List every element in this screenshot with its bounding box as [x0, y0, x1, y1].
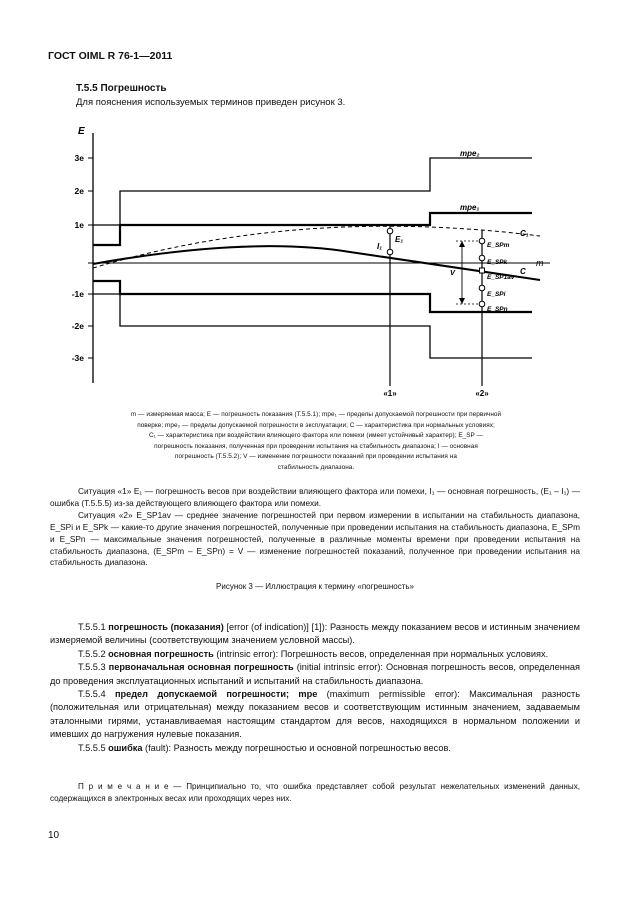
legend-line: погрешность (Т.5.5.2); V — изменение погрешности показаний при проведении испытания на — [175, 453, 457, 460]
situations-text — [50, 486, 580, 569]
term-item: Т.5.5.1 погрешность (показания) [error (of indication)] [1]): Разность между показанием весов и истинным значением измеряемой величины (соответствующим значением условной массы). — [50, 622, 580, 646]
tick-label: -3e — [71, 353, 84, 363]
mpe1-lower-line — [93, 281, 532, 312]
legend-line: C₁ — характеристика при воздействии влияющего фактора или помехи (имеет устойчивый характер); E_SP — — [148, 432, 484, 439]
mpe1-upper-line — [93, 213, 532, 245]
esp-n-point — [479, 301, 485, 307]
esp-k-point — [479, 255, 485, 261]
mpe1-label: mpe₁ — [460, 203, 480, 212]
term-item: Т.5.5.5 ошибка (fault): Разность между погрешностью и основной погрешностью весов. — [78, 742, 451, 753]
esp-k-label: E_SPk — [487, 259, 508, 266]
i1-point — [387, 249, 393, 255]
tick-label: -1e — [71, 289, 84, 299]
esp-n-label: E_SPn — [487, 306, 508, 313]
esp-m-point — [479, 238, 485, 244]
section-title: Т.5.5 Погрешность — [76, 83, 167, 94]
tick-label: 2e — [74, 186, 84, 196]
i1-label: I₁ — [377, 242, 383, 251]
situation-1: Ситуация «1» E₁ — погрешность весов при воздействии влияющего фактора или помехи, I₁ — основная погрешность, (E₁ – I₁) — ошибка (Т.5.5.5) из-за действующего влияющего фактора или помехи. — [50, 486, 580, 508]
e-axis-label: E — [78, 126, 85, 137]
legend-line: стабильность диапазона. — [277, 463, 355, 471]
figure-legend — [52, 410, 580, 473]
page-number: 10 — [48, 830, 60, 841]
esp-i-point — [479, 285, 485, 291]
terms-list — [50, 621, 580, 755]
esp-i-label: E_SPi — [487, 291, 506, 298]
mpe2-lower-line — [93, 294, 532, 358]
term-item: Т.5.5.2 основная погрешность (intrinsic error): Погрешность весов, определенная при нормальных условиях. — [78, 648, 549, 659]
legend-line: поверке; mpe₂ — пределы допускаемой погрешности в эксплуатации; C — характеристика при нормальных условиях; — [137, 421, 495, 429]
legend-line: m — измеряемая масса; E — погрешность показания (Т.5.5.1); mpe₁ — пределы допускаемой погрешности при первичной — [130, 411, 502, 418]
situation2-label: «2» — [475, 389, 489, 398]
document-header: ГОСТ OIML R 76-1—2011 — [48, 50, 173, 62]
m-axis-label: m — [536, 258, 544, 268]
error-figure — [50, 118, 560, 400]
e1-point — [387, 228, 393, 234]
mpe2-label: mpe₂ — [460, 149, 480, 158]
c1-label: C₁ — [520, 229, 529, 238]
legend-line: погрешность показания, полученная при проведении испытания на стабильность диапазона; I — основная — [154, 442, 478, 450]
figure-caption: Рисунок 3 — Иллюстрация к термину «погрешность» — [216, 582, 414, 591]
esp1av-point — [480, 268, 485, 273]
e1-label: E₁ — [395, 235, 404, 244]
c-label: C — [520, 267, 526, 276]
v-label: V — [450, 268, 456, 277]
situation-2: Ситуация «2» E_SP1av — среднее значение погрешностей при первом измерении в испытании на стабильность диапазона, E_SPi и E_SPk — какие-то другие значения погрешностей, полученные при проведении испытания на стабильность диапазона, E_SPm и E_SPn — максимальные значения погрешностей, полученные в различные моменты времени при проведении испытания на стабильность диапазона, (E_SPm – E_SPn) = V — изменение погрешностей показаний, полученное при проведении испытания на стабильность диапазона. — [50, 509, 580, 568]
tick-label: 1e — [74, 220, 84, 230]
tick-label: -2e — [71, 321, 84, 331]
situation1-label: «1» — [383, 389, 397, 398]
note-block — [50, 781, 580, 804]
note-text: — Принципиально то, что ошибка представляет собой результат нежелательных изменений данных, содержащихся в электронных весах или проходящих через них. — [50, 782, 580, 803]
intro-text: Для пояснения используемых терминов приведен рисунок 3. — [76, 97, 346, 108]
mpe2-upper-line — [93, 158, 532, 225]
term-item: Т.5.5.4 предел допускаемой погрешности; mpe (maximum permissible error): Максимальная разность (положительная или отрицательная) между показанием весов и соответствующим истинным значением, задаваемым эталонными гирями, устанавливаемая настоящим стандартом для весов, находящихся в нормальном положении и имевших до нагружения нулевые показания. — [50, 689, 580, 740]
esp-m-label: E_SPm — [487, 242, 510, 249]
term-item: Т.5.5.3 первоначальная основная погрешность (initial intrinsic error): Основная погрешность весов, определенная до проведения эксплуатационных испытаний и испытаний на стабильность диапазона. — [50, 662, 580, 686]
tick-label: 3e — [74, 153, 84, 163]
note-label: П р и м е ч а н и е — [78, 782, 169, 791]
esp1av-label: E_SP1av — [487, 274, 515, 281]
